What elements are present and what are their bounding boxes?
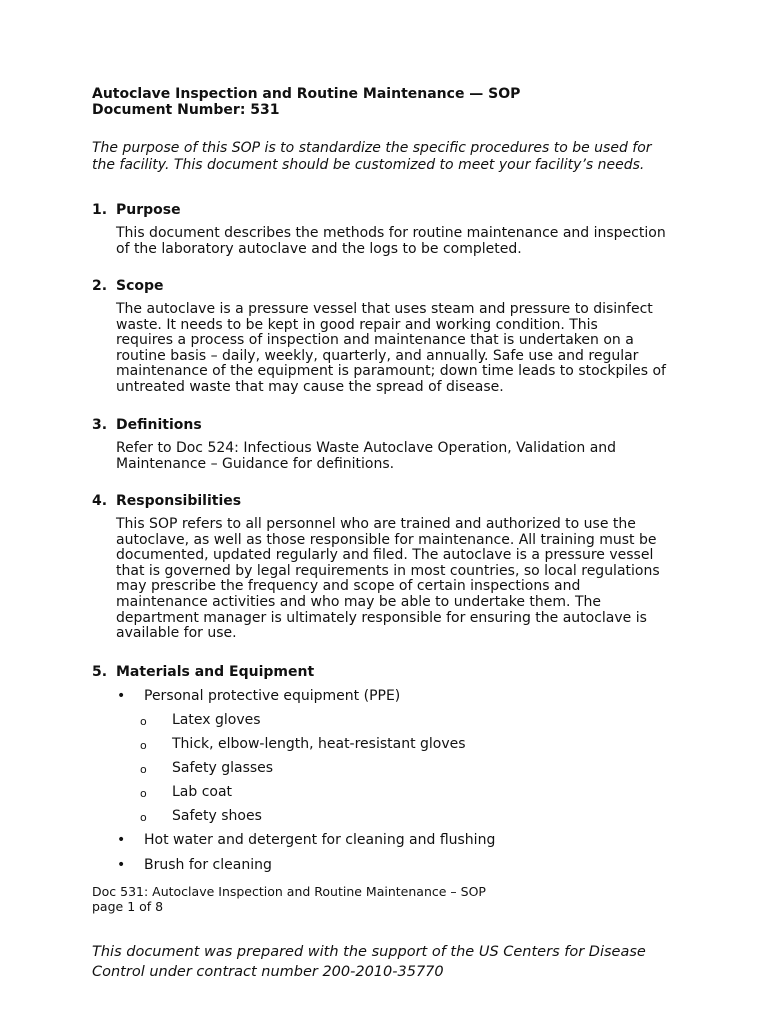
section-title: Responsibilities [116, 493, 242, 509]
body-line: requires a process of inspection and maintenance that is undertaken on a [116, 332, 634, 349]
section-body [116, 517, 692, 642]
section-heading [92, 664, 692, 681]
body-line: untreated waste that may cause the spread of disease. [116, 378, 504, 395]
sub-bullet-icon: o [140, 787, 147, 800]
list-item: Personal protective equipment (PPE) [144, 688, 401, 704]
body-line: waste. It needs to be kept in good repair and working condition. This [116, 316, 598, 333]
body-line: The autoclave is a pressure vessel that uses steam and pressure to disinfect [116, 301, 653, 317]
section-title: Purpose [116, 202, 181, 218]
body-line: of the laboratory autoclave and the logs to be completed. [116, 240, 522, 257]
sub-list-item: Lab coat [172, 784, 233, 800]
list-item: Hot water and detergent for cleaning and flushing [144, 832, 496, 848]
section-heading [92, 493, 692, 510]
section-body [116, 302, 692, 396]
section-title: Definitions [116, 417, 202, 433]
section-purpose [92, 202, 692, 257]
support-note [92, 942, 732, 982]
body-line: documented, updated regularly and filed. The autoclave is a pressure vessel [116, 547, 654, 564]
document-title: Autoclave Inspection and Routine Maintenance — SOP [92, 86, 521, 102]
intro-line: The purpose of this SOP is to standardize the specific procedures to be used for [92, 140, 652, 156]
section-heading [92, 202, 692, 219]
intro-line: the facility. This document should be customized to meet your facility’s needs. [92, 157, 645, 173]
section-materials [92, 664, 692, 681]
section-definitions [92, 417, 692, 472]
list-item: Brush for cleaning [144, 857, 272, 873]
section-number: 2. [92, 278, 108, 294]
section-number: 3. [92, 417, 108, 433]
sub-bullet-icon: o [140, 811, 147, 824]
section-scope [92, 278, 692, 396]
body-line: maintenance of the equipment is paramount; down time leads to stockpiles of [116, 363, 666, 380]
sub-list-item: Thick, elbow-length, heat-resistant gloves [172, 736, 466, 752]
section-body [116, 226, 692, 257]
document-number: Document Number: 531 [92, 102, 280, 118]
footer-doc-reference: Doc 531: Autoclave Inspection and Routine Maintenance – SOP [92, 884, 486, 899]
sub-list-item: Safety glasses [172, 760, 274, 776]
section-number: 5. [92, 664, 108, 680]
body-line: maintenance activities and who may be able to undertake them. The [116, 593, 601, 610]
body-line: may prescribe the frequency and scope of certain inspections and [116, 578, 581, 595]
section-heading [92, 417, 692, 434]
body-line: This document describes the methods for routine maintenance and inspection [116, 225, 666, 241]
page-number: page 1 of 8 [92, 899, 164, 914]
body-line: autoclave, as well as those responsible for maintenance. All training must be [116, 531, 657, 548]
body-line: This SOP refers to all personnel who are trained and authorized to use the [116, 516, 636, 532]
section-heading [92, 278, 692, 295]
bullet-icon: • [117, 688, 126, 704]
support-note-line: Control under contract number 200-2010-35770 [92, 964, 444, 980]
document-header [92, 86, 520, 118]
sub-list-item: Latex gloves [172, 712, 261, 728]
section-number: 4. [92, 493, 108, 509]
section-responsibilities [92, 493, 692, 642]
sub-list-item: Safety shoes [172, 808, 262, 824]
body-line: that is governed by legal requirements in most countries, so local regulations [116, 562, 660, 579]
support-note-line: This document was prepared with the support of the US Centers for Disease [92, 944, 646, 960]
body-line: department manager is ultimately responsible for ensuring the autoclave is [116, 609, 647, 626]
page-footer [92, 884, 486, 914]
body-line: available for use. [116, 625, 237, 642]
document-intro [92, 140, 692, 174]
body-line: Maintenance – Guidance for definitions. [116, 455, 395, 472]
sub-bullet-icon: o [140, 715, 147, 728]
bullet-icon: • [117, 832, 126, 848]
bullet-icon: • [117, 857, 126, 873]
section-number: 1. [92, 202, 108, 218]
body-line: routine basis – daily, weekly, quarterly, and annually. Safe use and regular [116, 347, 639, 364]
section-body [116, 441, 692, 472]
sub-bullet-icon: o [140, 763, 147, 776]
body-line: Refer to Doc 524: Infectious Waste Autoclave Operation, Validation and [116, 440, 617, 456]
sub-bullet-icon: o [140, 739, 147, 752]
section-title: Materials and Equipment [116, 664, 315, 680]
section-title: Scope [116, 278, 164, 294]
